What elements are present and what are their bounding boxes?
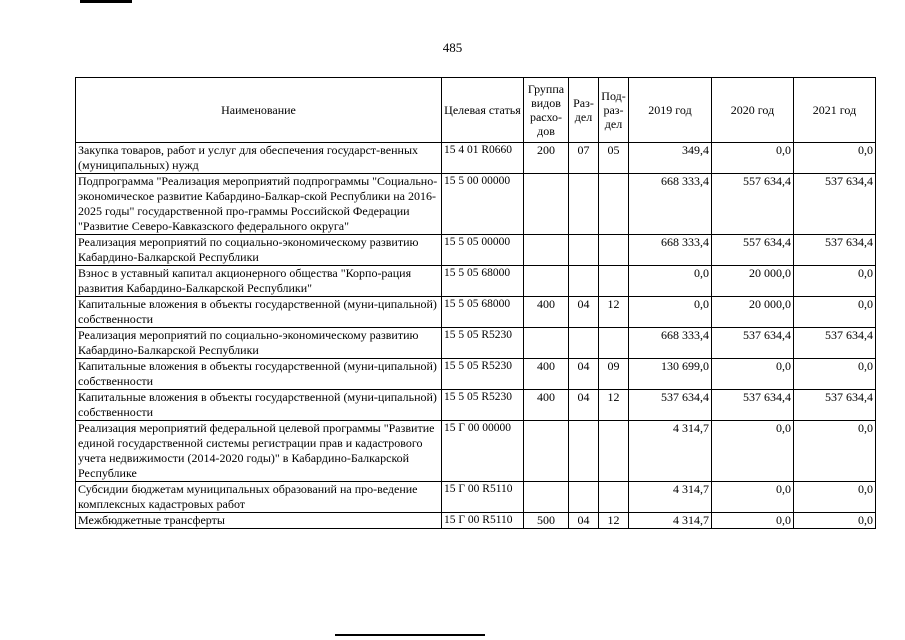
header-2019: 2019 год xyxy=(629,78,712,143)
row-2021: 537 634,4 xyxy=(794,235,876,266)
row-name: Реализация мероприятий по социально-экономическому развитию Кабардино-Балкарской Республики xyxy=(76,328,442,359)
row-2019: 537 634,4 xyxy=(629,390,712,421)
row-section xyxy=(569,266,599,297)
table-row xyxy=(76,421,876,482)
row-section: 04 xyxy=(569,390,599,421)
row-name: Реализация мероприятий федеральной целевой программы "Развитие единой государственной системы регистрации прав и кадастрового учета недвижимости (2014-2020 годы)" в Кабардино-Балкарской Республике xyxy=(76,421,442,482)
row-section: 04 xyxy=(569,513,599,529)
row-2020: 537 634,4 xyxy=(712,390,794,421)
row-2019: 668 333,4 xyxy=(629,235,712,266)
row-name: Капитальные вложения в объекты государственной (муни-ципальной) собственности xyxy=(76,359,442,390)
row-target: 15 5 05 R5230 xyxy=(442,390,524,421)
row-target: 15 5 05 00000 xyxy=(442,235,524,266)
row-2019: 130 699,0 xyxy=(629,359,712,390)
table-row xyxy=(76,328,876,359)
row-2021: 0,0 xyxy=(794,421,876,482)
row-name: Межбюджетные трансферты xyxy=(76,513,442,529)
row-subsection: 12 xyxy=(599,390,629,421)
row-2021: 0,0 xyxy=(794,482,876,513)
row-section xyxy=(569,235,599,266)
row-subsection: 12 xyxy=(599,297,629,328)
row-target: 15 5 00 00000 xyxy=(442,174,524,235)
table-row xyxy=(76,174,876,235)
header-2021: 2021 год xyxy=(794,78,876,143)
row-2020: 0,0 xyxy=(712,359,794,390)
row-subsection xyxy=(599,482,629,513)
row-target: 15 5 05 R5230 xyxy=(442,328,524,359)
row-2021: 0,0 xyxy=(794,297,876,328)
row-section: 04 xyxy=(569,297,599,328)
row-name: Капитальные вложения в объекты государственной (муни-ципальной) собственности xyxy=(76,390,442,421)
row-2020: 557 634,4 xyxy=(712,174,794,235)
row-subsection: 05 xyxy=(599,143,629,174)
row-target: 15 Г 00 R5110 xyxy=(442,482,524,513)
row-name: Реализация мероприятий по социально-экономическому развитию Кабардино-Балкарской Республики xyxy=(76,235,442,266)
table-row xyxy=(76,266,876,297)
row-section xyxy=(569,421,599,482)
header-2020: 2020 год xyxy=(712,78,794,143)
row-group: 500 xyxy=(524,513,569,529)
row-name: Взнос в уставный капитал акционерного общества "Корпо-рация развития Кабардино-Балкарской Республики" xyxy=(76,266,442,297)
row-section: 04 xyxy=(569,359,599,390)
row-2021: 537 634,4 xyxy=(794,174,876,235)
row-group xyxy=(524,421,569,482)
table-row xyxy=(76,359,876,390)
scan-artifact-bottom xyxy=(335,634,485,636)
header-group: Группа видов расхо-дов xyxy=(524,78,569,143)
row-subsection xyxy=(599,328,629,359)
row-2019: 349,4 xyxy=(629,143,712,174)
row-subsection: 09 xyxy=(599,359,629,390)
row-2019: 668 333,4 xyxy=(629,174,712,235)
row-subsection: 12 xyxy=(599,513,629,529)
row-subsection xyxy=(599,174,629,235)
header-section: Раз-дел xyxy=(569,78,599,143)
row-subsection xyxy=(599,266,629,297)
scan-artifact-top xyxy=(80,0,132,3)
row-2021: 0,0 xyxy=(794,513,876,529)
page-number: 485 xyxy=(442,40,463,55)
table-row xyxy=(76,513,876,529)
header-name: Наименование xyxy=(76,78,442,143)
row-name: Закупка товаров, работ и услуг для обеспечения государст-венных (муниципальных) нужд xyxy=(76,143,442,174)
row-2019: 4 314,7 xyxy=(629,513,712,529)
row-target: 15 4 01 R0660 xyxy=(442,143,524,174)
table-row xyxy=(76,143,876,174)
row-target: 15 5 05 68000 xyxy=(442,266,524,297)
row-target: 15 5 05 68000 xyxy=(442,297,524,328)
row-subsection xyxy=(599,421,629,482)
table-row xyxy=(76,482,876,513)
row-2021: 537 634,4 xyxy=(794,390,876,421)
row-name: Подпрограмма "Реализация мероприятий подпрограммы "Социально-экономическое развитие Кабардино-Балкар-ской Республики на 2016-2025 годы" государственной про-граммы Российской Федерации "Развитие Северо-Кавказского федерального округа" xyxy=(76,174,442,235)
row-group xyxy=(524,235,569,266)
row-2021: 0,0 xyxy=(794,143,876,174)
table-row xyxy=(76,390,876,421)
table-row xyxy=(76,235,876,266)
row-group: 400 xyxy=(524,359,569,390)
row-2020: 557 634,4 xyxy=(712,235,794,266)
row-target: 15 Г 00 00000 xyxy=(442,421,524,482)
row-2020: 20 000,0 xyxy=(712,297,794,328)
row-2021: 0,0 xyxy=(794,266,876,297)
row-2020: 20 000,0 xyxy=(712,266,794,297)
row-2019: 668 333,4 xyxy=(629,328,712,359)
header-subsection: Под-раз-дел xyxy=(599,78,629,143)
row-target: 15 Г 00 R5110 xyxy=(442,513,524,529)
row-2020: 0,0 xyxy=(712,421,794,482)
row-group: 200 xyxy=(524,143,569,174)
row-group: 400 xyxy=(524,390,569,421)
row-name: Субсидии бюджетам муниципальных образований на про-ведение комплексных кадастровых работ xyxy=(76,482,442,513)
row-2020: 0,0 xyxy=(712,482,794,513)
row-name: Капитальные вложения в объекты государственной (муни-ципальной) собственности xyxy=(76,297,442,328)
row-group xyxy=(524,482,569,513)
table-body xyxy=(76,143,876,529)
row-2020: 0,0 xyxy=(712,513,794,529)
row-2020: 537 634,4 xyxy=(712,328,794,359)
header-target: Целевая статья xyxy=(442,78,524,143)
row-2019: 4 314,7 xyxy=(629,482,712,513)
row-group: 400 xyxy=(524,297,569,328)
row-2021: 0,0 xyxy=(794,359,876,390)
row-2019: 0,0 xyxy=(629,266,712,297)
row-section xyxy=(569,174,599,235)
row-section xyxy=(569,482,599,513)
header-row xyxy=(76,78,876,143)
row-group xyxy=(524,266,569,297)
row-2020: 0,0 xyxy=(712,143,794,174)
row-2021: 537 634,4 xyxy=(794,328,876,359)
table-row xyxy=(76,297,876,328)
row-2019: 0,0 xyxy=(629,297,712,328)
row-group xyxy=(524,328,569,359)
row-group xyxy=(524,174,569,235)
row-2019: 4 314,7 xyxy=(629,421,712,482)
budget-table xyxy=(75,77,876,529)
row-section: 07 xyxy=(569,143,599,174)
row-subsection xyxy=(599,235,629,266)
row-section xyxy=(569,328,599,359)
row-target: 15 5 05 R5230 xyxy=(442,359,524,390)
